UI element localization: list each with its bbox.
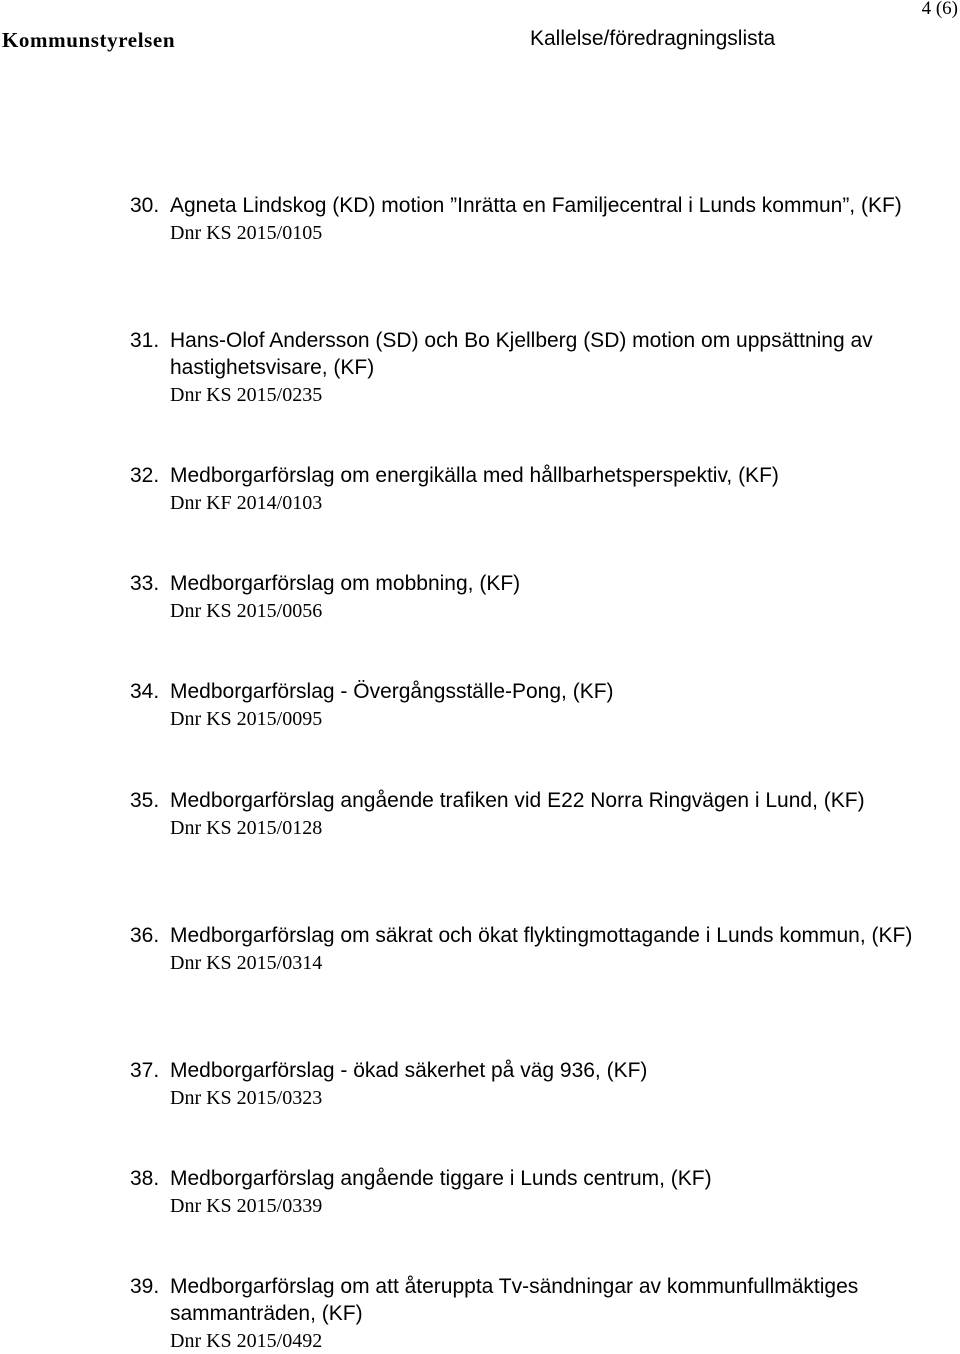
agenda-item bbox=[130, 570, 930, 624]
item-title bbox=[130, 678, 930, 705]
item-dnr: Dnr KS 2015/0105 bbox=[170, 222, 323, 244]
item-dnr: Dnr KS 2015/0095 bbox=[170, 708, 323, 730]
item-title bbox=[130, 787, 930, 814]
page-number: 4 (6) bbox=[921, 0, 958, 19]
item-dnr: Dnr KS 2015/0128 bbox=[170, 817, 323, 839]
item-title bbox=[130, 192, 930, 219]
item-text: Agneta Lindskog (KD) motion ”Inrätta en Familjecentral i Lunds kommun”, (KF) bbox=[170, 194, 902, 217]
agenda-item bbox=[130, 1165, 930, 1219]
item-number: 38. bbox=[130, 1167, 160, 1190]
item-text: Medborgarförslag om energikälla med hållbarhetsperspektiv, (KF) bbox=[170, 464, 779, 487]
item-dnr: Dnr KS 2015/0323 bbox=[170, 1087, 323, 1109]
item-number: 30. bbox=[130, 194, 160, 217]
item-title bbox=[130, 1273, 930, 1327]
item-number: 37. bbox=[130, 1059, 160, 1082]
item-title bbox=[130, 1057, 930, 1084]
item-dnr: Dnr KS 2015/0056 bbox=[170, 600, 323, 622]
agenda-item bbox=[130, 1057, 930, 1111]
item-number: 35. bbox=[130, 789, 160, 812]
item-title bbox=[130, 327, 930, 381]
item-text: Medborgarförslag - Övergångsställe-Pong, (KF) bbox=[170, 680, 614, 703]
item-title bbox=[130, 922, 930, 949]
item-number: 36. bbox=[130, 924, 160, 947]
item-number: 39. bbox=[130, 1275, 160, 1298]
item-dnr: Dnr KS 2015/0235 bbox=[170, 384, 323, 406]
document-type: Kallelse/föredragningslista bbox=[530, 27, 776, 50]
item-title bbox=[130, 570, 930, 597]
item-dnr: Dnr KS 2015/0339 bbox=[170, 1195, 323, 1217]
agenda-item bbox=[130, 787, 930, 841]
agenda-item bbox=[130, 678, 930, 732]
item-number: 34. bbox=[130, 680, 160, 703]
item-number: 31. bbox=[130, 329, 160, 352]
item-dnr: Dnr KS 2015/0492 bbox=[170, 1330, 323, 1352]
item-dnr: Dnr KS 2015/0314 bbox=[170, 952, 323, 974]
agenda-item bbox=[130, 922, 930, 976]
item-text: Medborgarförslag angående tiggare i Lunds centrum, (KF) bbox=[170, 1167, 712, 1190]
item-text: Hans-Olof Andersson (SD) och Bo Kjellberg (SD) motion om uppsättning av hastighetsvisare, (KF) bbox=[170, 329, 873, 379]
item-text: Medborgarförslag om säkrat och ökat flyktingmottagande i Lunds kommun, (KF) bbox=[170, 924, 913, 947]
item-text: Medborgarförslag - ökad säkerhet på väg 936, (KF) bbox=[170, 1059, 648, 1082]
item-title bbox=[130, 462, 930, 489]
item-title bbox=[130, 1165, 930, 1192]
item-number: 33. bbox=[130, 572, 160, 595]
agenda-item bbox=[130, 462, 930, 516]
agenda-item bbox=[130, 1273, 930, 1354]
organization-name: Kommunstyrelsen bbox=[2, 28, 176, 52]
item-text: Medborgarförslag angående trafiken vid E22 Norra Ringvägen i Lund, (KF) bbox=[170, 789, 865, 812]
item-text: Medborgarförslag om att återuppta Tv-sändningar av kommunfullmäktiges sammanträden, (KF) bbox=[170, 1275, 859, 1325]
agenda-item bbox=[130, 192, 930, 246]
item-dnr: Dnr KF 2014/0103 bbox=[170, 492, 323, 514]
agenda-item bbox=[130, 327, 930, 408]
item-text: Medborgarförslag om mobbning, (KF) bbox=[170, 572, 521, 595]
item-number: 32. bbox=[130, 464, 160, 487]
